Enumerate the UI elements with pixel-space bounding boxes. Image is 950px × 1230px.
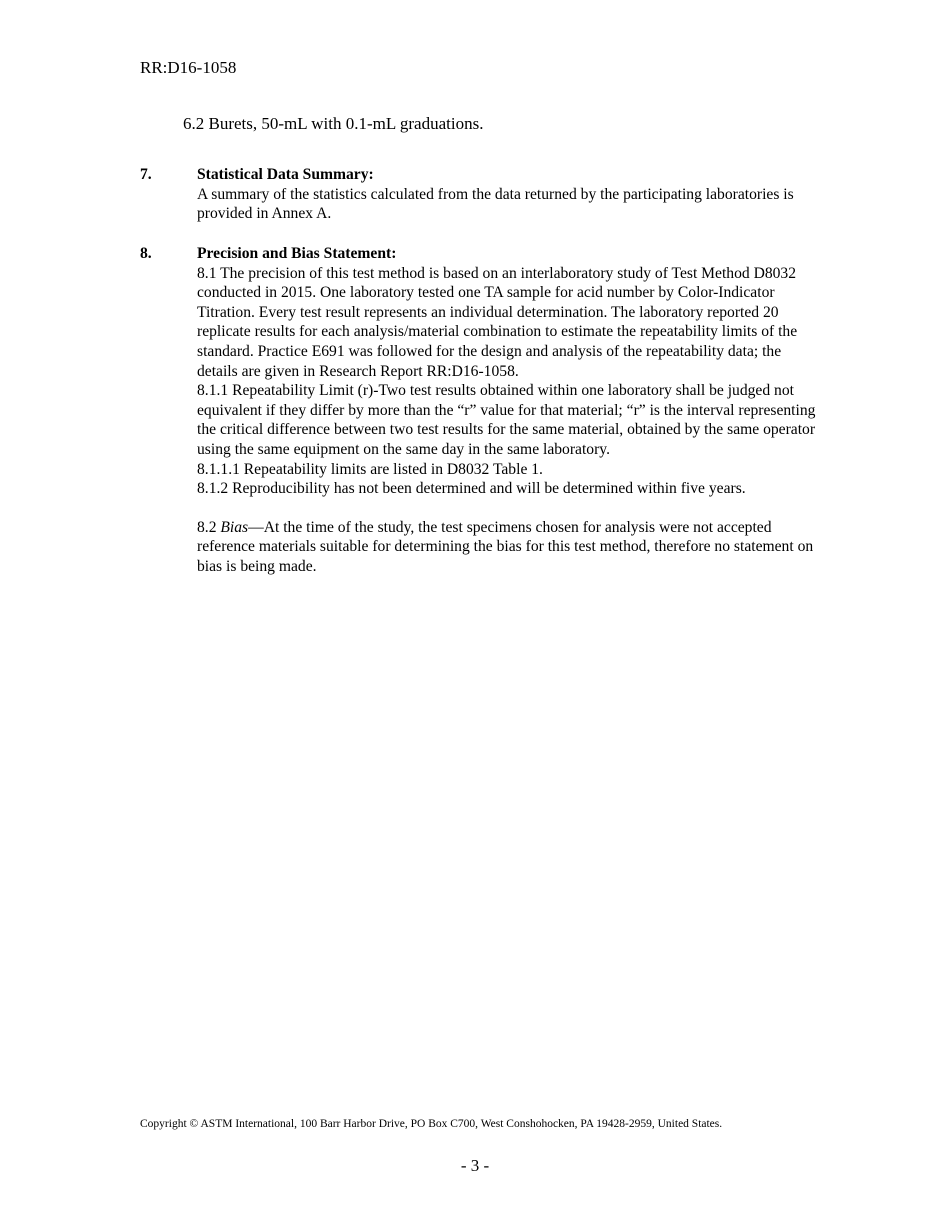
paragraph-8-1-1-1: 8.1.1.1 Repeatability limits are listed in D8032 Table 1. bbox=[197, 460, 543, 478]
section-7-body bbox=[197, 165, 822, 224]
paragraph-8-1-2: 8.1.2 Reproducibility has not been determined and will be determined within five years. bbox=[197, 480, 746, 498]
document-id-header: RR:D16-1058 bbox=[140, 58, 237, 77]
section-8-body bbox=[197, 244, 822, 577]
paragraph-8-1: 8.1 The precision of this test method is based on an interlaboratory study of Test Method D8032 conducted in 2015. One laboratory tested one TA sample for acid number by Color-Indicator Titration. Every test result represents an individual determination. The laboratory reported 20 replicate results for each analysis/material combination to estimate the repeatability limits of the standard. Practice E691 was followed for the design and analysis of the repeatability data; the details are given in Research Report RR:D16-1058. bbox=[197, 264, 798, 380]
paragraph-8-2-bias-term: Bias bbox=[220, 518, 249, 536]
item-6-2-burets: 6.2 Burets, 50-mL with 0.1-mL graduations. bbox=[183, 114, 484, 133]
paragraph-8-2 bbox=[197, 518, 822, 577]
section-8-number: 8. bbox=[140, 245, 152, 262]
section-8 bbox=[140, 244, 820, 604]
paragraph-8-2-prefix: 8.2 bbox=[197, 518, 221, 536]
section-8-title: Precision and Bias Statement: bbox=[197, 245, 397, 262]
paragraph-8-2-text: —At the time of the study, the test specimens chosen for analysis were not accepted reference materials suitable for determining the bias for this test method, therefore no statement on bias is being made. bbox=[197, 518, 814, 575]
section-7-title: Statistical Data Summary: bbox=[197, 166, 374, 183]
footer-copyright: Copyright © ASTM International, 100 Barr Harbor Drive, PO Box C700, West Conshohocken, PA 19428-2959, United States. bbox=[140, 1118, 723, 1130]
section-7-text: A summary of the statistics calculated from the data returned by the participating laboratories is provided in Annex A. bbox=[197, 185, 794, 223]
page-number: - 3 - bbox=[460, 1156, 490, 1175]
paragraph-8-1-1: 8.1.1 Repeatability Limit (r)-Two test results obtained within one laboratory shall be judged not equivalent if they differ by more than the “r” value for that material; “r” is the interval representing the critical difference between two test results for the same material, obtained by the same operator using the same equipment on the same day in the same laboratory. bbox=[197, 382, 816, 458]
section-7 bbox=[140, 165, 820, 225]
section-7-number: 7. bbox=[140, 166, 152, 183]
